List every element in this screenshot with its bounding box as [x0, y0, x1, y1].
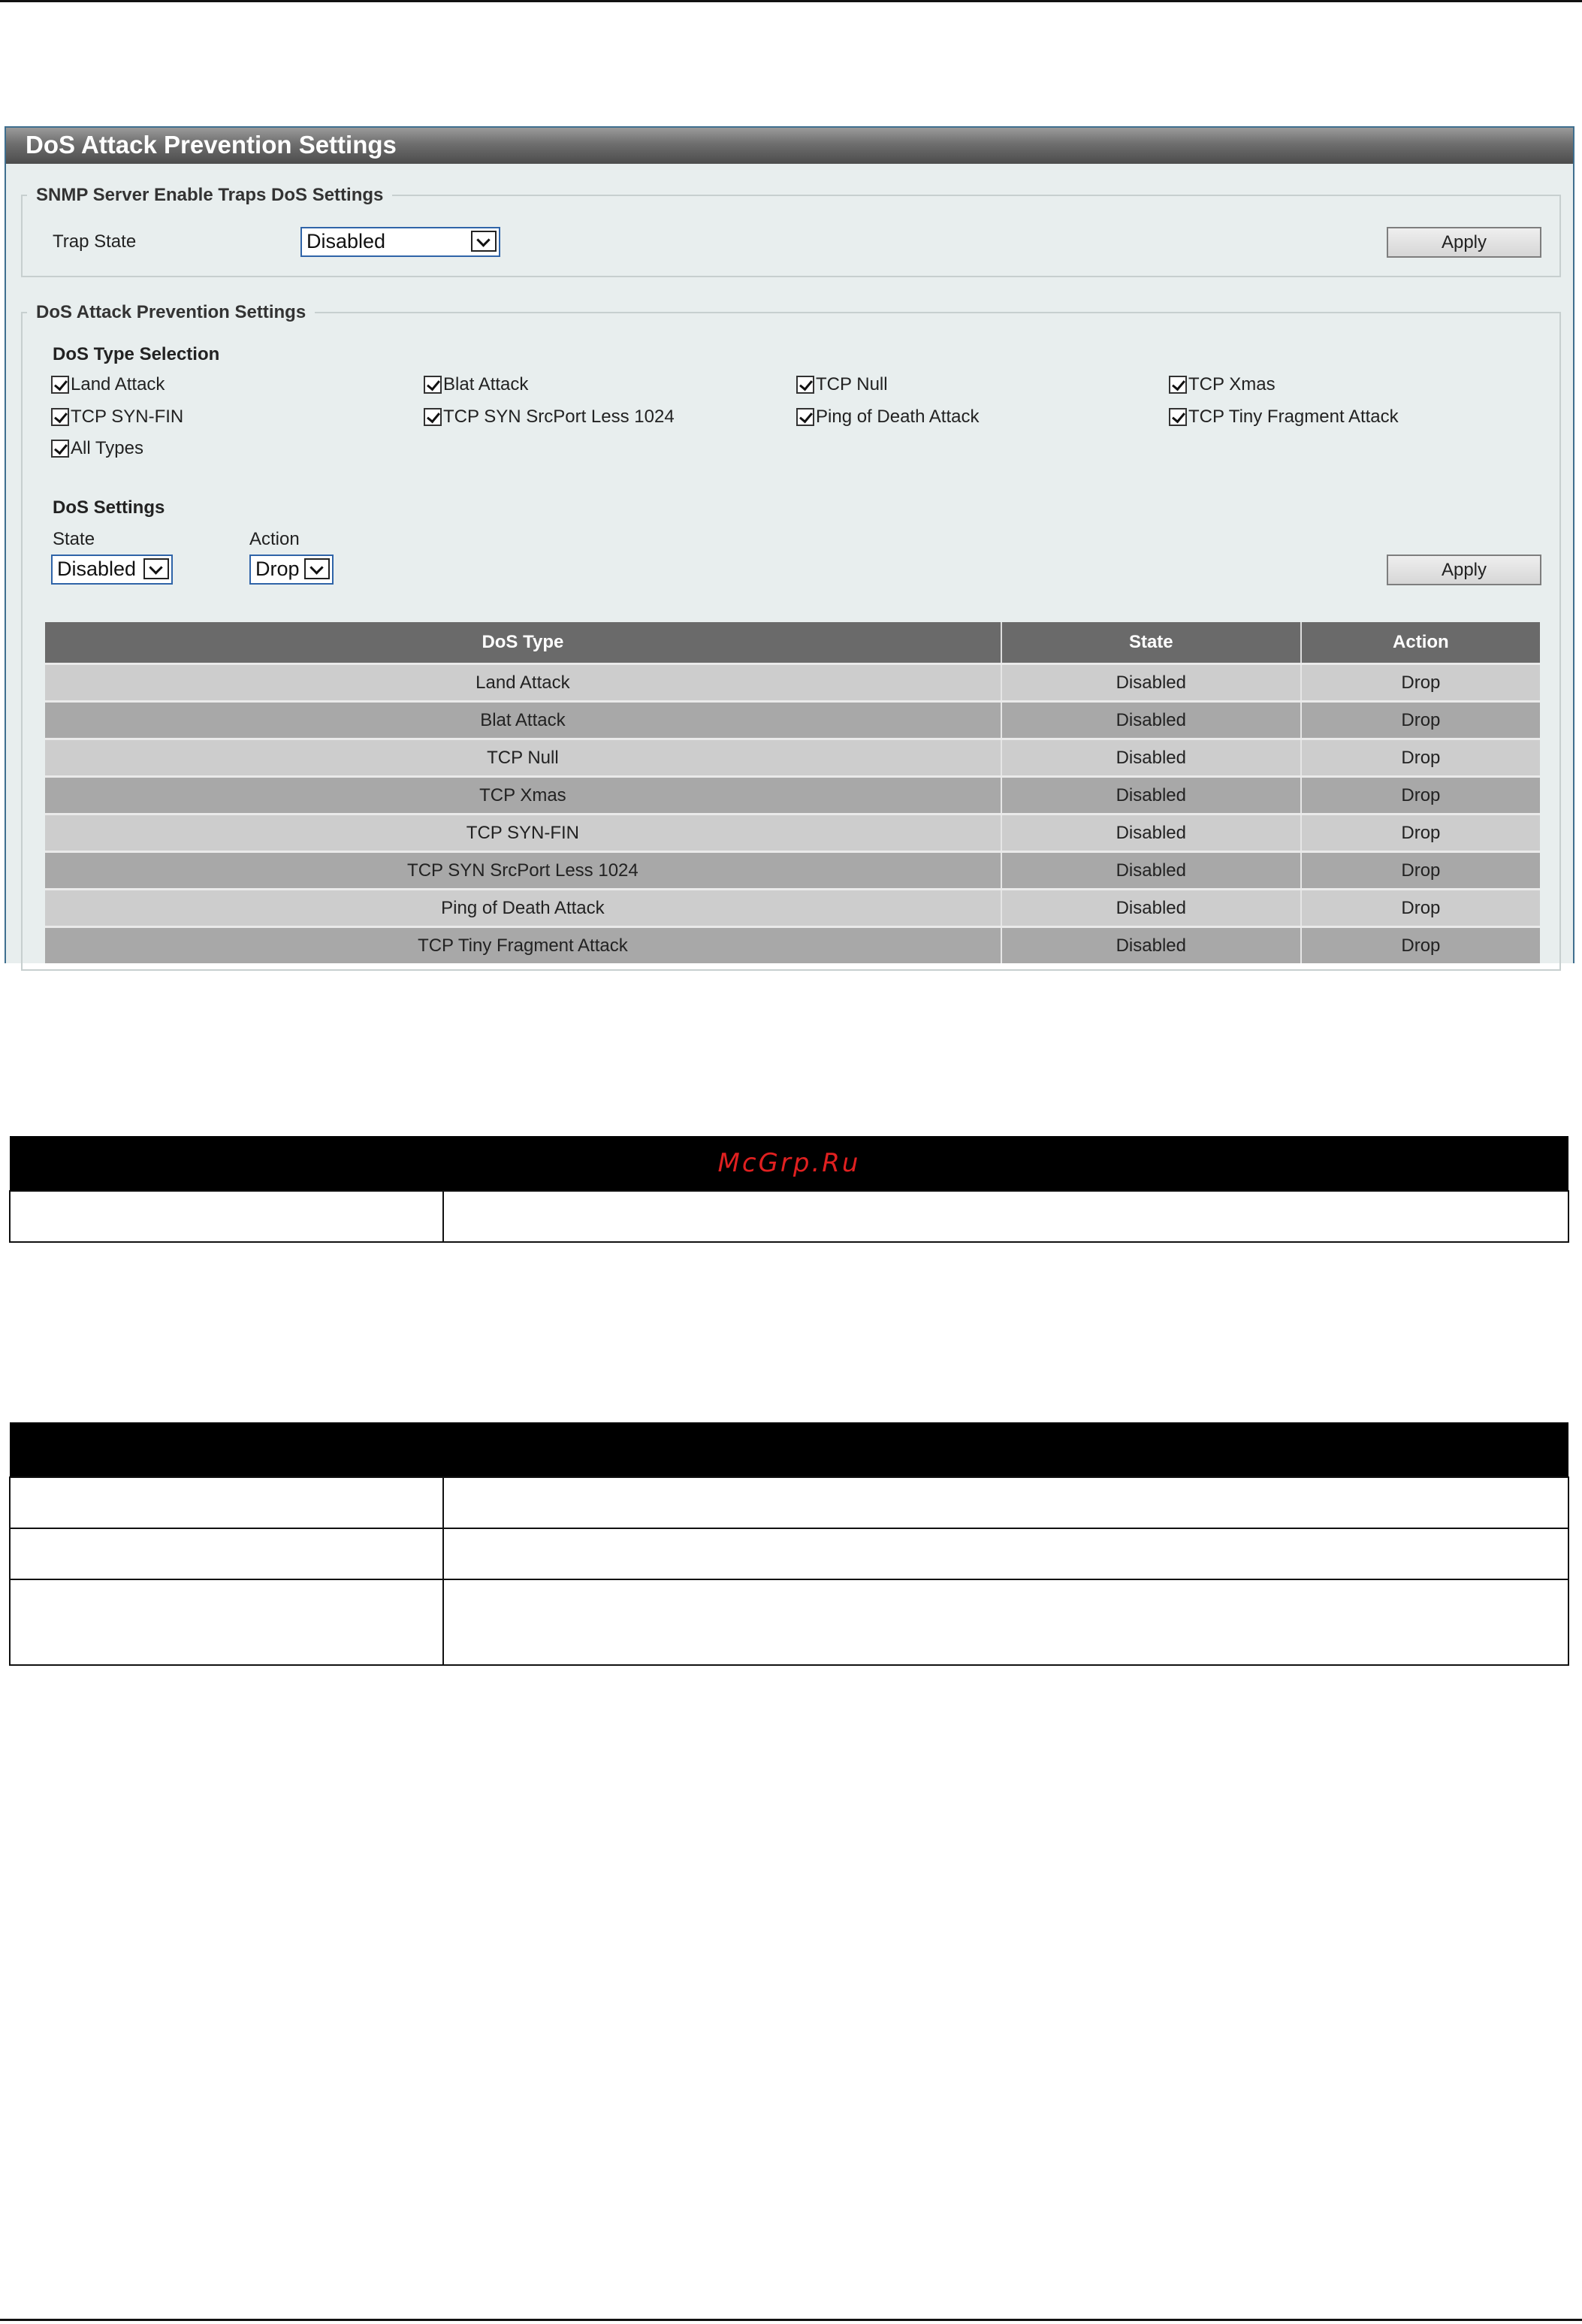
trap-state-value: Disabled — [306, 230, 386, 252]
dos-state-select[interactable] — [51, 555, 173, 585]
trap-state-select[interactable] — [300, 227, 500, 257]
checkbox-tcp-syn-fin[interactable] — [51, 406, 183, 428]
state-cell: Disabled — [1001, 777, 1301, 814]
watermark-text: McGrp.Ru — [10, 1136, 1568, 1191]
checkbox-icon[interactable] — [796, 408, 814, 426]
checkbox-label: TCP Null — [816, 374, 888, 394]
action-cell: Drop — [1301, 890, 1540, 927]
table-header-row — [10, 1136, 1568, 1191]
dos-type-cell: Blat Attack — [45, 702, 1001, 739]
table-cell — [443, 1477, 1568, 1528]
dos-type-cell: TCP Xmas — [45, 777, 1001, 814]
state-cell: Disabled — [1001, 890, 1301, 927]
table-cell — [443, 1191, 1568, 1242]
state-cell: Disabled — [1001, 927, 1301, 964]
checkbox-icon[interactable] — [51, 376, 69, 394]
dos-settings-title: DoS Settings — [53, 497, 165, 518]
dos-action-select[interactable] — [249, 555, 334, 585]
table-row — [45, 890, 1540, 927]
state-cell: Disabled — [1001, 702, 1301, 739]
action-cell: Drop — [1301, 852, 1540, 890]
checkbox-tcp-tiny-fragment[interactable] — [1169, 406, 1399, 428]
checkbox-label: TCP Xmas — [1188, 374, 1276, 394]
column-header: Action — [1301, 622, 1540, 664]
action-cell: Drop — [1301, 664, 1540, 702]
action-cell: Drop — [1301, 927, 1540, 964]
state-cell: Disabled — [1001, 739, 1301, 777]
checkbox-land-attack[interactable] — [51, 374, 165, 395]
table-cell — [10, 1579, 443, 1665]
dos-prevention-legend: DoS Attack Prevention Settings — [36, 302, 306, 322]
column-header: DoS Type — [45, 622, 1001, 664]
dos-type-cell: Ping of Death Attack — [45, 890, 1001, 927]
table-cell — [10, 1191, 443, 1242]
table-row — [10, 1579, 1568, 1665]
checkbox-tcp-syn-srcport[interactable] — [424, 406, 675, 428]
checkbox-icon[interactable] — [1169, 376, 1187, 394]
chevron-down-icon[interactable] — [304, 558, 330, 579]
parameter-table-1 — [9, 1136, 1569, 1243]
dos-type-selection-title: DoS Type Selection — [53, 344, 220, 364]
checkbox-icon[interactable] — [51, 408, 69, 426]
snmp-traps-group — [21, 185, 1561, 277]
checkbox-label: TCP Tiny Fragment Attack — [1188, 406, 1399, 427]
trap-state-label: Trap State — [53, 231, 137, 252]
checkbox-icon[interactable] — [1169, 408, 1187, 426]
table-row — [45, 702, 1540, 739]
table-cell — [10, 1528, 443, 1579]
checkbox-ping-of-death[interactable] — [796, 406, 979, 428]
table-row — [45, 739, 1540, 777]
checkbox-label: TCP SYN-FIN — [71, 406, 184, 427]
table-row — [45, 777, 1540, 814]
checkbox-label: Land Attack — [71, 374, 165, 394]
dos-type-cell: TCP Tiny Fragment Attack — [45, 927, 1001, 964]
dos-type-cell: TCP SYN SrcPort Less 1024 — [45, 852, 1001, 890]
checkbox-icon[interactable] — [51, 440, 69, 458]
dos-settings-panel — [5, 126, 1574, 963]
panel-title: DoS Attack Prevention Settings — [6, 128, 1573, 164]
bottom-rule — [0, 2319, 1582, 2321]
checkbox-blat-attack[interactable] — [424, 374, 528, 395]
checkbox-all-types[interactable] — [51, 438, 143, 459]
checkbox-label: All Types — [71, 438, 143, 458]
dos-type-cell: Land Attack — [45, 664, 1001, 702]
snmp-traps-legend: SNMP Server Enable Traps DoS Settings — [36, 185, 384, 205]
checkbox-label: TCP SYN SrcPort Less 1024 — [443, 406, 675, 427]
action-cell: Drop — [1301, 739, 1540, 777]
state-label: State — [53, 529, 95, 549]
table-row — [10, 1528, 1568, 1579]
table-row — [45, 927, 1540, 964]
checkbox-icon[interactable] — [796, 376, 814, 394]
column-header: State — [1001, 622, 1301, 664]
table-header-row — [45, 622, 1540, 664]
dos-state-value: Disabled — [57, 558, 137, 580]
checkbox-icon[interactable] — [424, 376, 442, 394]
action-label: Action — [249, 529, 300, 549]
checkbox-label: Ping of Death Attack — [816, 406, 980, 427]
dos-settings-table — [45, 622, 1540, 963]
chevron-down-icon[interactable] — [143, 558, 169, 579]
dos-type-cell: TCP Null — [45, 739, 1001, 777]
state-cell: Disabled — [1001, 852, 1301, 890]
action-cell: Drop — [1301, 777, 1540, 814]
table-row — [10, 1477, 1568, 1528]
dos-action-value: Drop — [255, 558, 300, 580]
parameter-table-2 — [9, 1422, 1569, 1666]
action-cell: Drop — [1301, 702, 1540, 739]
table-row — [10, 1191, 1568, 1242]
table-cell — [10, 1477, 443, 1528]
dos-type-cell: TCP SYN-FIN — [45, 814, 1001, 852]
checkbox-tcp-xmas[interactable] — [1169, 374, 1276, 395]
dos-apply-button[interactable]: Apply — [1387, 555, 1541, 585]
checkbox-icon[interactable] — [424, 408, 442, 426]
table-header-row — [10, 1422, 1568, 1477]
state-cell: Disabled — [1001, 814, 1301, 852]
table-header — [10, 1422, 1568, 1477]
chevron-down-icon[interactable] — [471, 231, 497, 252]
table-cell — [443, 1579, 1568, 1665]
checkbox-tcp-null[interactable] — [796, 374, 888, 395]
action-cell: Drop — [1301, 814, 1540, 852]
trap-apply-button[interactable]: Apply — [1387, 227, 1541, 258]
top-rule — [0, 0, 1582, 2]
checkbox-label: Blat Attack — [443, 374, 529, 394]
table-row — [45, 814, 1540, 852]
state-cell: Disabled — [1001, 664, 1301, 702]
table-cell — [443, 1528, 1568, 1579]
table-row — [45, 664, 1540, 702]
table-row — [45, 852, 1540, 890]
